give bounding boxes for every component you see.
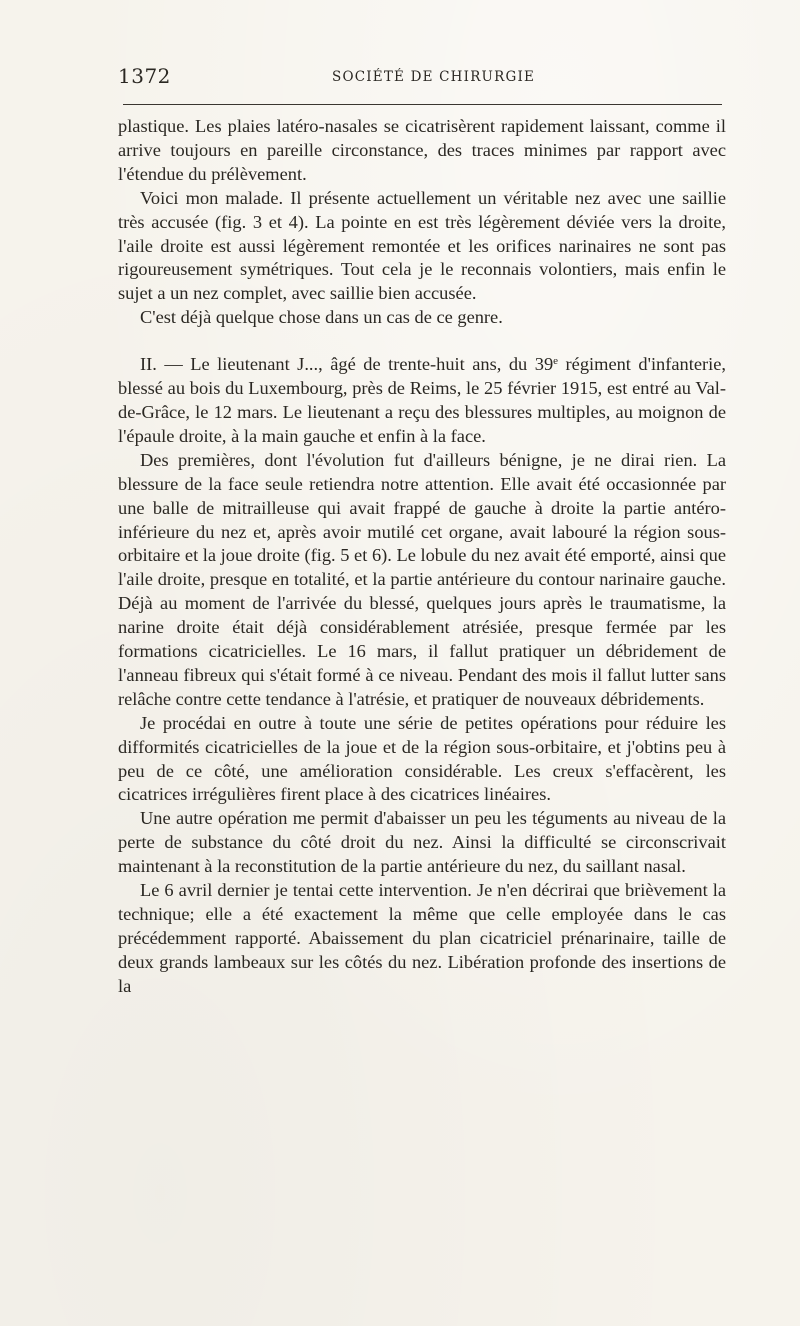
paragraph-8: Le 6 avril dernier je tentai cette intervention. Je n'en décrirai que brièvement la technique; elle a été exactement la même que celle employée dans le cas précédemment rapporté. Abaissement du plan cicatriciel prénarinaire, taille de deux grands lambeaux sur les côtés du nez. Libération profonde des insertions de la bbox=[118, 880, 726, 996]
case-heading-paragraph bbox=[118, 353, 726, 449]
case-intro-text: II. — Le lieutenant J..., âgé de trente-huit ans, du 39 bbox=[140, 354, 554, 375]
paragraph-2: Voici mon malade. Il présente actuellement un véritable nez avec une saillie très accusée (fig. 3 et 4). La pointe en est très légèrement déviée vers la droite, l'aile droite est aussi légèrement remontée et les orifices narinaires ne sont pas rigoureusement symétriques. Tout cela je le reconnais volontiers, mais enfin le sujet a un nez complet, avec saillie bien accusée. bbox=[118, 187, 726, 304]
running-title: SOCIÉTÉ DE CHIRURGIE bbox=[332, 69, 536, 85]
paragraph-6: Je procédai en outre à toute une série de petites opérations pour réduire les difformités cicatricielles de la joue et de la région sous-orbitaire, et j'obtins peu à peu de ce côté, une amélioration considérable. Les creux s'effacèrent, les cicatrices irrégulières firent place à des cicatrices linéaires. bbox=[118, 712, 726, 805]
page-header bbox=[118, 64, 722, 90]
ordinal-superscript: e bbox=[553, 355, 559, 368]
paragraph-1: plastique. Les plaies latéro-nasales se cicatrisèrent rapidement laissant, comme il arrive toujours en pareille circonstance, des traces minimes par rapport avec l'étendue du prélèvement. bbox=[118, 116, 726, 184]
header-rule bbox=[123, 104, 722, 105]
case-intro-continuation: régiment d'infanterie, blessé au bois du Luxembourg, près de Reims, le 25 février 1915, est entré au Val-de-Grâce, le 12 mars. Le lieutenant a reçu des blessures multiples, au moignon de l'épaule droite, à la main gauche et enfin à la face. bbox=[118, 354, 726, 446]
paragraph-5: Des premières, dont l'évolution fut d'ailleurs bénigne, je ne dirai rien. La blessure de la face seule retiendra notre attention. Elle avait été occasionnée par une balle de mitrailleuse qui avait frappé de gauche à droite la partie antéro-inférieure du nez et, après avoir mutilé cet organe, avait labouré la région sous-orbitaire et la joue droite (fig. 5 et 6). Le lobule du nez avait été emporté, ainsi que l'aile droite, presque en totalité, et la partie antérieure du contour narinaire gauche. Déjà au moment de l'arrivée du blessé, quelques jours après le traumatisme, la narine droite était déjà considérablement atrésiée, presque fermée par les formations cicatricielles. Le 16 mars, il fallut pratiquer un débridement de l'anneau fibreux qui s'était formé à ce niveau. Pendant des mois il fallut lutter sans relâche contre cette tendance à l'atrésie, et pratiquer de nouveaux débridements. bbox=[118, 449, 726, 709]
body-text bbox=[118, 115, 726, 999]
page-number: 1372 bbox=[118, 64, 171, 88]
paragraph-7: Une autre opération me permit d'abaisser un peu les téguments au niveau de la perte de substance du côté droit du nez. Ainsi la difficulté se circonscrivait maintenant à la reconstitution de la partie antérieure du nez, du saillant nasal. bbox=[118, 808, 726, 877]
paragraph-3: C'est déjà quelque chose dans un cas de ce genre. bbox=[140, 307, 503, 328]
